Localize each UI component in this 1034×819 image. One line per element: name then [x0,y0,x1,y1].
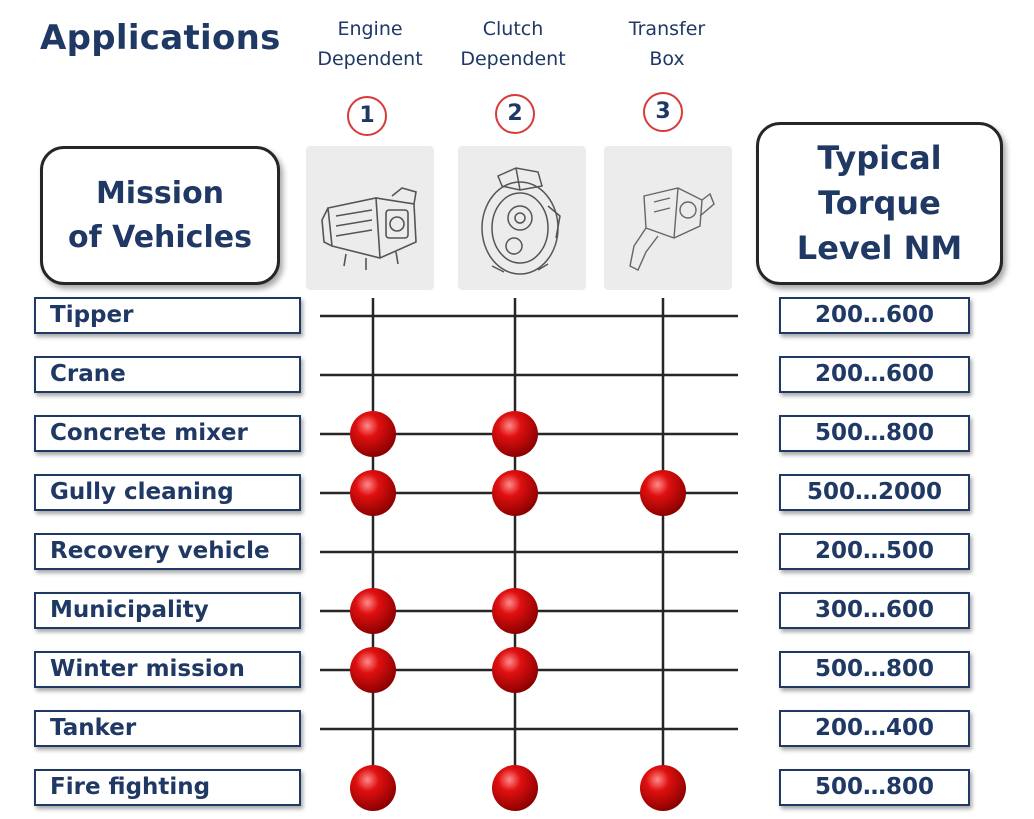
torque-value: 200…400 [779,710,970,747]
application-dot [492,470,538,516]
column-header-line: Box [649,48,685,70]
torque-value: 500…2000 [779,474,970,511]
application-dot [640,470,686,516]
torque-value: 200…600 [779,297,970,334]
torque-value: 200…600 [779,356,970,393]
torque-header-line: Torque [818,184,941,222]
column-header-line: Clutch [482,18,544,40]
column-header-line: Transfer [628,18,706,40]
column-number-3: 3 [643,92,683,132]
column-header-line: Dependent [460,48,566,70]
torque-value: 500…800 [779,769,970,806]
application-dot [492,588,538,634]
torque-header-line: Typical [817,139,942,177]
application-dot [492,765,538,811]
application-dot [350,470,396,516]
mission-header-line: of Vehicles [68,219,252,255]
mission-header-line: Mission [95,175,225,211]
mission-label-winter-mission: Winter mission [34,651,301,688]
torque-value: 500…800 [779,415,970,452]
application-dot [640,765,686,811]
application-dot [350,765,396,811]
mission-label-municipality: Municipality [34,592,301,629]
page-title: Applications [40,18,281,58]
mission-label-crane: Crane [34,356,301,393]
mission-label-tanker: Tanker [34,710,301,747]
application-dot [350,647,396,693]
column-header-line: Engine [337,18,403,40]
application-dot [492,411,538,457]
mission-label-concrete-mixer: Concrete mixer [34,415,301,452]
mission-label-tipper: Tipper [34,297,301,334]
application-dot [350,411,396,457]
torque-value: 200…500 [779,533,970,570]
column-header-line: Dependent [317,48,423,70]
mission-label-fire-fighting: Fire fighting [34,769,301,806]
torque-value: 300…600 [779,592,970,629]
mission-label-gully-cleaning: Gully cleaning [34,474,301,511]
application-dot [492,647,538,693]
torque-value: 500…800 [779,651,970,688]
column-number-2: 2 [495,94,535,134]
application-dot [350,588,396,634]
torque-header-line: Level NM [796,229,963,267]
column-number-1: 1 [347,96,387,136]
mission-label-recovery-vehicle: Recovery vehicle [34,533,301,570]
